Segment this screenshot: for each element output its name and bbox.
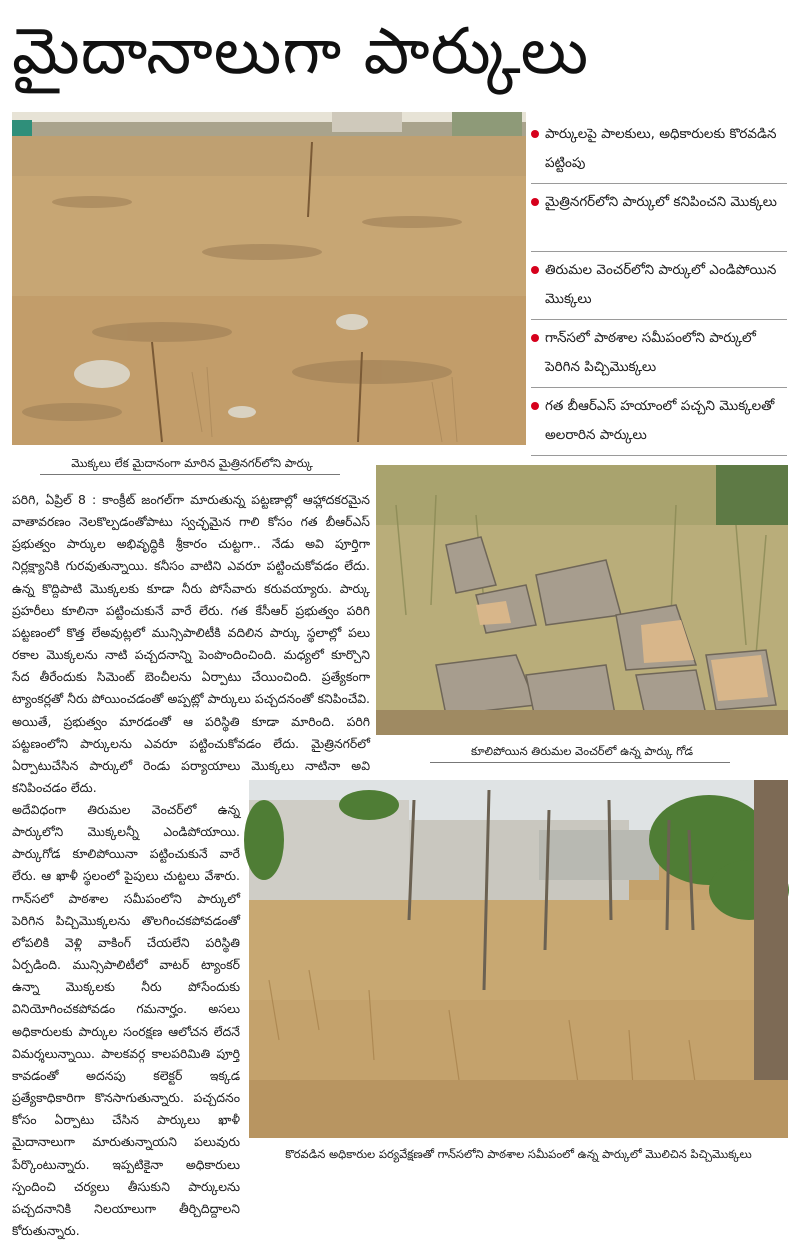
photo-caption-1: మొక్కలు లేక మైదానంగా మారిన మైత్రినగర్‌లోని పార్కు: [71, 456, 313, 470]
collapsed-wall-image: [376, 465, 788, 735]
highlight-item: గాన్‌సలో పాఠశాల సమీపంలోని పార్కులో పెరిగిన పిచ్చిమొక్కలు: [531, 320, 787, 388]
bullet-icon: [531, 402, 539, 410]
photo-caption-2: కూలిపోయిన తిరుమల వెంచర్‌లో ఉన్న పార్కు గోడ: [470, 744, 694, 758]
photo-barren-park: [12, 112, 526, 445]
bullet-icon: [531, 198, 539, 206]
article-body-bottom: అదేవిధంగా తిరుమల వెంచర్‌లో ఉన్న పార్కులోని మొక్కలన్నీ ఎండిపోయాయి. పార్కుగోడ కూలిపోయినా పట్టించుకునే వారే లేరు. ఆ ఖాళీ స్థలంలో పైపులు చుట్టలు వేశారు. గాన్‌సలో పాఠశాల సమీపంలోని పార్కులో పెరిగిన పిచ్చిమొక్కలను తొలగించకపోవడంతో లోపలికి వెళ్లి వాకింగ్ చేయలేని పరిస్థితి ఏర్పడింది. మున్సిపాలిటీలో వాటర్ ట్యాంకర్ ఉన్నా మొక్కలకు నీరు పోసేందుకు వినియోగించకపోవడం గమనార్హం. అసలు అధికారులకు పార్కుల సంరక్షణ ఆలోచన లేదనే విమర్శలున్నాయి. పాలకవర్గ కాలపరిమితి పూర్తి కావడంతో అదనపు కలెక్టర్ ఇక్కడ ప్రత్యేకాధికారిగా కొనసాగుతున్నారు. పచ్చదనం కోసం ఏర్పాటు చేసిన పార్కులు ఖాళీ మైదానాలుగా మారుతున్నాయని పలువురు పేర్కొంటున్నారు. ఇప్పటికైనా అధికారులు స్పందించి చర్యలు తీసుకుని పార్కులను పచ్చదనానికి నిలయాలుగా తీర్చిదిద్దాలని కోరుతున్నారు.: [12, 802, 240, 1238]
bullet-icon: [531, 334, 539, 342]
highlight-item: పార్కులపై పాలకులు, అధికారులకు కొరవడిన పట్టింపు: [531, 116, 787, 184]
photo-overgrown-park: [249, 780, 788, 1138]
highlights-list: [531, 116, 787, 456]
bullet-icon: [531, 266, 539, 274]
highlight-item: గత బీఆర్ఎస్ హయాంలో పచ్చని మొక్కలతో అలరారిన పార్కులు: [531, 388, 787, 456]
photo-caption-3: కొరవడిన అధికారుల పర్యవేక్షణతో గాన్‌సలోని పాఠశాల సమీపంలో ఉన్న పార్కులో మొలిచిన పిచ్చిమొక్కలు: [285, 1147, 752, 1161]
photo-collapsed-wall: [376, 465, 788, 735]
barren-park-image: [12, 112, 526, 445]
bullet-icon: [531, 130, 539, 138]
overgrown-park-image: [249, 780, 788, 1138]
caption-divider: [430, 762, 730, 763]
highlight-item: మైత్రినగర్‌లోని పార్కులో కనిపించని మొక్కలు: [531, 184, 787, 252]
page-title: మైదానాలుగా పార్కులు: [12, 15, 590, 89]
highlight-item: తిరుమల వెంచర్‌లోని పార్కులో ఎండిపోయిన మొక్కలు: [531, 252, 787, 320]
article-body-top: పరిగి, ఏప్రిల్ 8 : కాంక్రీట్ జంగల్‌గా మారుతున్న పట్టణాల్లో ఆహ్లాదకరమైన వాతావరణం నెలకొల్పడంతోపాటు స్వచ్ఛమైన గాలి కోసం గత బీఆర్ఎస్ ప్రభుత్వం పార్కుల అభివృద్ధికి శ్రీకారం చుట్టగా.. నేడు అవి పూర్తిగా నిర్లక్ష్యానికి గురవుతున్నాయి. కనీసం వాటిని ఎవరూ పట్టించుకోవడం లేదు. ఉన్న కొద్దిపాటి మొక్కలకు కూడా నీరు పోసేవారు కరువయ్యారు. పార్కు ప్రహరీలు కూలినా పట్టించుకునే వారే లేరు. గత కేసీఆర్ ప్రభుత్వం పరిగి పట్టణంలో కొత్త లేఅవుట్లలో మున్సిపాలిటీకి వదిలిన పార్కు స్థలాల్లో పలు రకాల మొక్కలను నాటి పచ్చదనాన్ని పెంపొందించింది. మధ్యలో కూర్చొని సేద తీరేందుకు సిమెంట్ బెంచీలను ఏర్పాటు చేయించింది. ప్రత్యేకంగా ట్యాంకర్లతో నీరు పోయించడంతో అప్పట్లో పార్కులు పచ్చదనంతో కనిపించేవి. అయితే, ప్రభుత్వం మారడంతో ఆ పరిస్థితి కూడా మారింది. పరిగి పట్టణంలోని పార్కులను ఎవరూ పట్టించుకోవడం లేదు. మైత్రినగర్‌లో ఏర్పాటుచేసిన పార్కులో రెండు పర్యాయాలు మొక్కలు నాటినా అవి కనిపించడం లేదు.: [12, 492, 370, 796]
caption-divider: [40, 474, 340, 475]
